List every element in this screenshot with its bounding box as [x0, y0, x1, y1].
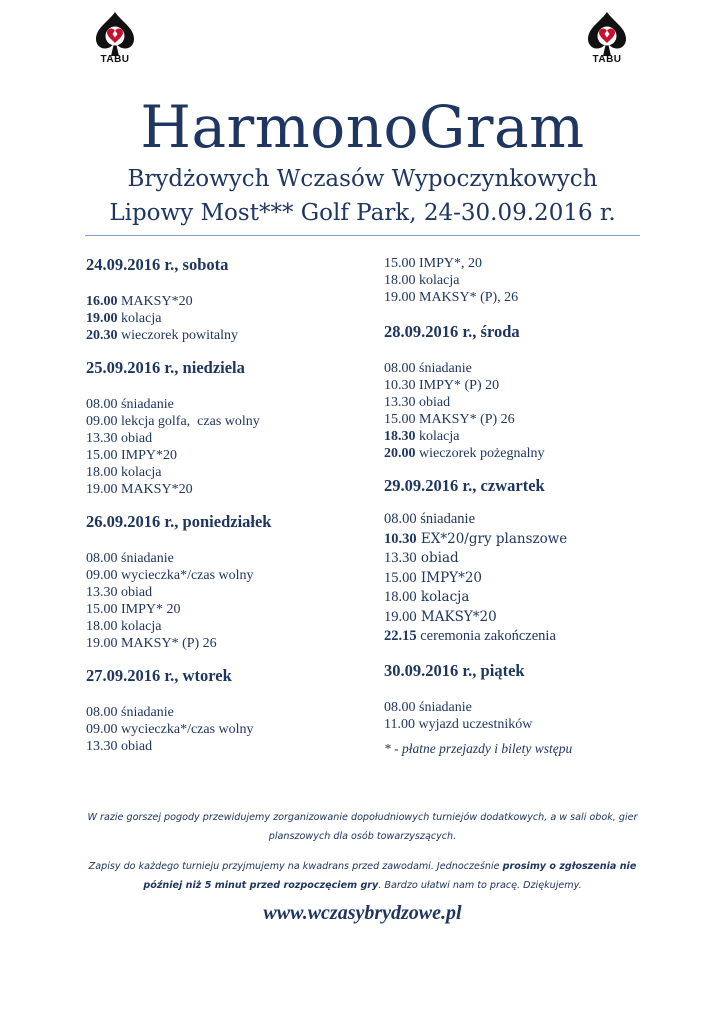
schedule-entry: [384, 699, 654, 716]
entry-time: 13.30: [86, 739, 118, 754]
footer-weather-note: W razie gorszej pogody przewidujemy zorganizowanie dopołudniowych turniejów dodatkowych, a w sali obok, gier planszowych dla osób towarzyszących.: [87, 812, 638, 842]
entry-time: 18.00: [86, 465, 118, 480]
schedule-entry: [384, 272, 654, 289]
entry-time: 08.00: [384, 699, 416, 715]
day-2016-09-24: [86, 255, 356, 344]
entry-activity: EX*20/gry planszowe: [416, 530, 568, 547]
schedule-entry: [384, 716, 654, 733]
entry-time: 16.00: [86, 294, 118, 309]
schedule-entry: [86, 550, 356, 567]
entry-activity: MAKSY*20: [416, 608, 497, 625]
schedule-entry: [86, 635, 356, 652]
entry-activity: lekcja golfa, czas wolny: [117, 414, 260, 429]
page-header: [0, 92, 725, 230]
footer-registration-thanks: . Bardzo ułatwi nam to pracę. Dziękujemy.: [378, 880, 582, 891]
entry-activity: śniadanie: [415, 699, 472, 715]
schedule-entry: [384, 255, 654, 272]
schedule-entry: [86, 310, 356, 327]
entry-activity: MAKSY* (P) 26: [117, 636, 217, 651]
schedule-entry: [384, 530, 654, 550]
entry-time: 08.00: [86, 705, 118, 720]
logo-label: TABU: [592, 54, 622, 65]
schedule-right-column: [384, 255, 654, 771]
day-2016-09-27: [86, 666, 356, 755]
tabu-logo-right: [586, 10, 628, 70]
entry-time: 18.00: [86, 619, 118, 634]
entry-activity: IMPY*20: [117, 448, 178, 463]
schedule-entry: [384, 569, 654, 589]
entry-time: 19.00: [86, 636, 118, 651]
day-2016-09-28: [384, 322, 654, 462]
schedule-entry: [86, 481, 356, 498]
footnote-paid-transport: * - płatne przejazdy i bilety wstępu: [384, 740, 573, 756]
entry-activity: IMPY* 20: [117, 602, 181, 617]
entry-time: 11.00: [384, 716, 415, 732]
day-title: 24.09.2016 r., sobota: [86, 255, 229, 274]
entry-activity: kolacja: [117, 311, 162, 326]
day-title: 29.09.2016 r., czwartek: [384, 476, 545, 495]
entry-time: 15.00: [384, 256, 416, 271]
entry-activity: obiad: [416, 550, 459, 566]
schedule-entry: [86, 396, 356, 413]
entry-time: 10.30: [384, 378, 416, 393]
entry-time: 08.00: [384, 361, 416, 376]
entry-time: 08.00: [86, 397, 118, 412]
day-2016-09-29: [384, 476, 654, 647]
entry-activity: IMPY*20: [416, 569, 482, 586]
entry-time: 15.00: [384, 569, 417, 586]
entry-activity: wyjazd uczestników: [414, 716, 533, 732]
entry-time: 19.00: [384, 290, 416, 305]
entry-activity: MAKSY* (P), 26: [415, 290, 519, 305]
entry-time: 09.00: [86, 414, 118, 429]
day-title: 26.09.2016 r., poniedziałek: [86, 512, 272, 531]
entry-time: 13.30: [86, 431, 118, 446]
entry-activity: kolacja: [415, 429, 460, 444]
day-title: 28.09.2016 r., środa: [384, 322, 520, 341]
schedule-entry: [384, 549, 654, 569]
entry-activity: śniadanie: [416, 511, 476, 527]
entry-time: 20.00: [384, 446, 416, 461]
schedule-entry: [86, 413, 356, 430]
spade-heart-icon: [94, 10, 136, 58]
entry-activity: kolacja: [415, 273, 460, 288]
entry-activity: MAKSY*20: [117, 294, 193, 309]
spade-heart-icon: [586, 10, 628, 58]
entry-activity: śniadanie: [415, 361, 472, 376]
website-link[interactable]: www.wczasybrydzowe.pl: [263, 902, 462, 924]
entry-time: 19.00: [384, 608, 417, 625]
entry-activity: ceremonia zakończenia: [416, 628, 556, 644]
day-2016-09-26: [86, 512, 356, 652]
entry-time: 18.00: [384, 273, 416, 288]
schedule-entry: [384, 377, 654, 394]
entry-time: 15.00: [86, 602, 118, 617]
entry-activity: wieczorek pożegnalny: [415, 446, 545, 461]
entry-time: 08.00: [86, 551, 118, 566]
entry-activity: IMPY* (P) 20: [415, 378, 500, 393]
page-title: HarmonoGram: [140, 93, 585, 161]
tabu-logo-left: [94, 10, 136, 70]
footer-info: [70, 808, 655, 906]
entry-activity: obiad: [415, 395, 451, 410]
entry-time: 18.00: [384, 589, 417, 605]
entry-time: 22.15: [384, 628, 417, 644]
schedule-entry: [86, 704, 356, 721]
subtitle-line-2: Lipowy Most*** Golf Park, 24-30.09.2016 r.: [109, 200, 616, 226]
schedule-entry: [86, 567, 356, 584]
schedule-entry: [384, 289, 654, 306]
footer-registration-note: [70, 857, 655, 895]
entry-activity: kolacja: [117, 619, 162, 634]
schedule-entry: [86, 430, 356, 447]
entry-time: 13.30: [86, 585, 118, 600]
entry-time: 09.00: [86, 568, 118, 583]
entry-time: 13.30: [384, 395, 416, 410]
schedule-entry: [384, 510, 654, 530]
schedule-entry: [384, 394, 654, 411]
subtitle-line-1: Brydżowych Wczasów Wypoczynkowych: [127, 166, 598, 192]
entry-activity: śniadanie: [117, 705, 174, 720]
day-title: 27.09.2016 r., wtorek: [86, 666, 232, 685]
footer-registration-text: Zapisy do każdego turnieju przyjmujemy na kwadrans przed zawodami. Jednocześnie: [88, 861, 503, 872]
day-2016-09-25: [86, 358, 356, 498]
entry-time: 09.00: [86, 722, 118, 737]
entry-activity: IMPY*, 20: [415, 256, 483, 271]
schedule-entry: [384, 608, 654, 628]
schedule-entry: [86, 721, 356, 738]
logo-label: TABU: [100, 54, 130, 65]
entry-activity: kolacja: [416, 589, 470, 605]
entry-activity: kolacja: [117, 465, 162, 480]
schedule-entry: [86, 464, 356, 481]
entry-activity: wieczorek powitalny: [117, 328, 239, 343]
entry-activity: MAKSY*20: [117, 482, 193, 497]
schedule-entry: [86, 601, 356, 618]
entry-time: 19.00: [86, 482, 118, 497]
day-title: 30.09.2016 r., piątek: [384, 660, 525, 680]
schedule-entry: [86, 327, 356, 344]
entry-activity: obiad: [117, 431, 153, 446]
entry-activity: śniadanie: [117, 551, 174, 566]
schedule-entry: [384, 360, 654, 377]
entry-time: 15.00: [86, 448, 118, 463]
entry-time: 18.30: [384, 429, 416, 444]
entry-time: 20.30: [86, 328, 118, 343]
day-2016-09-30: [384, 661, 654, 757]
schedule-entry: [86, 447, 356, 464]
schedule-entry: [384, 411, 654, 428]
entry-time: 08.00: [384, 511, 417, 527]
schedule-entry: [86, 293, 356, 310]
schedule-entry: [384, 445, 654, 462]
footer-registration-emphasis: prosimy o zgłoszenia nie później niż 5 minut przed rozpoczęciem gry: [143, 861, 637, 891]
entry-activity: obiad: [117, 585, 153, 600]
day-2016-09-27-continued: [384, 255, 654, 306]
entry-time: 15.00: [384, 412, 416, 427]
entry-activity: śniadanie: [117, 397, 174, 412]
entry-time: 19.00: [86, 311, 118, 326]
schedule-entry: [86, 618, 356, 635]
entry-time: 13.30: [384, 550, 417, 566]
schedule-entry: [86, 738, 356, 755]
entry-time: 10.30: [384, 530, 417, 547]
schedule-entry: [384, 428, 654, 445]
day-title: 25.09.2016 r., niedziela: [86, 358, 245, 377]
schedule-entry: [384, 588, 654, 608]
entry-activity: wycieczka*/czas wolny: [117, 568, 254, 583]
entry-activity: obiad: [117, 739, 153, 754]
entry-activity: MAKSY* (P) 26: [415, 412, 515, 427]
schedule-entry: [384, 627, 654, 647]
entry-activity: wycieczka*/czas wolny: [117, 722, 254, 737]
schedule-entry: [86, 584, 356, 601]
schedule-left-column: [86, 255, 356, 769]
header-divider: [85, 235, 640, 236]
